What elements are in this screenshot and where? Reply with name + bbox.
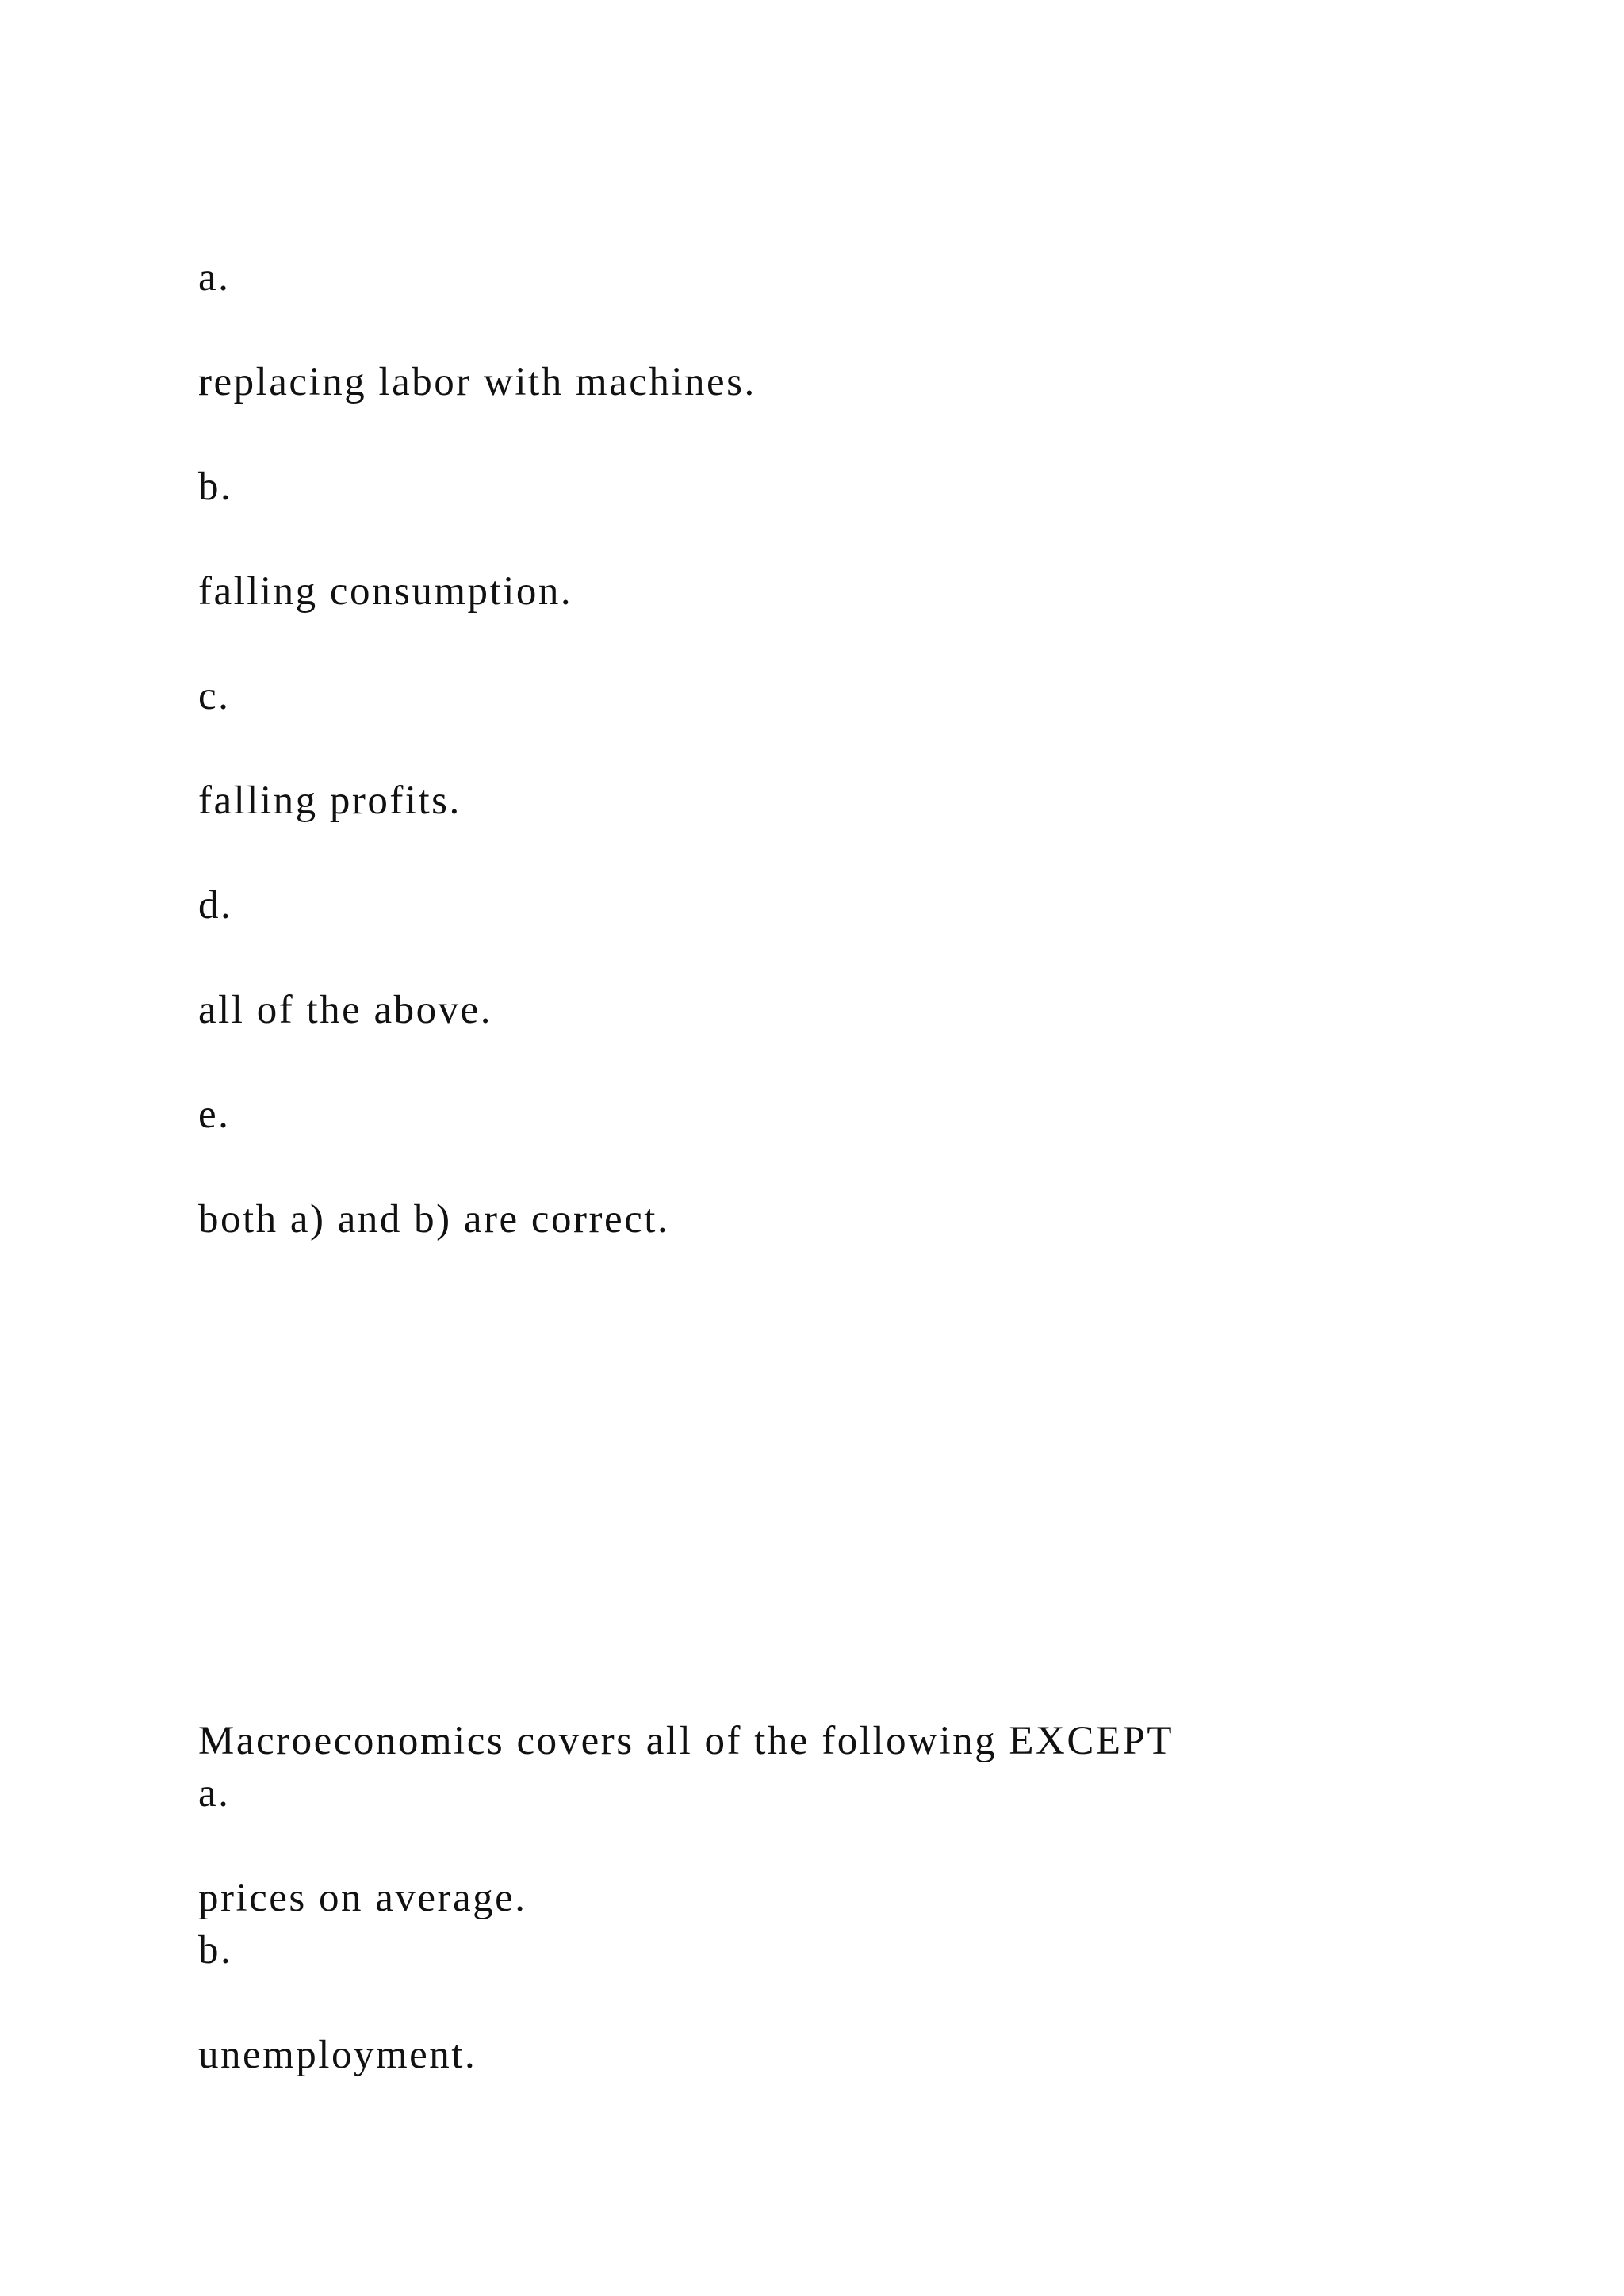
q1-option-b-letter: b.	[198, 465, 233, 509]
q1-option-d-text: all of the above.	[198, 988, 493, 1032]
q1-option-b-text: falling consumption.	[198, 569, 573, 614]
q1-option-e-letter: e.	[198, 1093, 231, 1137]
q1-option-c-text: falling profits.	[198, 779, 462, 823]
q1-option-a-text: replacing labor with machines.	[198, 360, 756, 404]
q2-prompt: Macroeconomics covers all of the following EXCEPT	[198, 1719, 1174, 1763]
q2-option-a-text: prices on average.	[198, 1876, 527, 1920]
q1-option-e-text: both a) and b) are correct.	[198, 1197, 670, 1242]
q2-option-a-letter: a.	[198, 1771, 231, 1816]
q2-option-b-text: unemployment.	[198, 2033, 477, 2077]
q1-option-d-letter: d.	[198, 883, 233, 928]
q1-option-c-letter: c.	[198, 674, 231, 718]
q2-option-b-letter: b.	[198, 1928, 233, 1973]
q1-option-a-letter: a.	[198, 255, 231, 300]
